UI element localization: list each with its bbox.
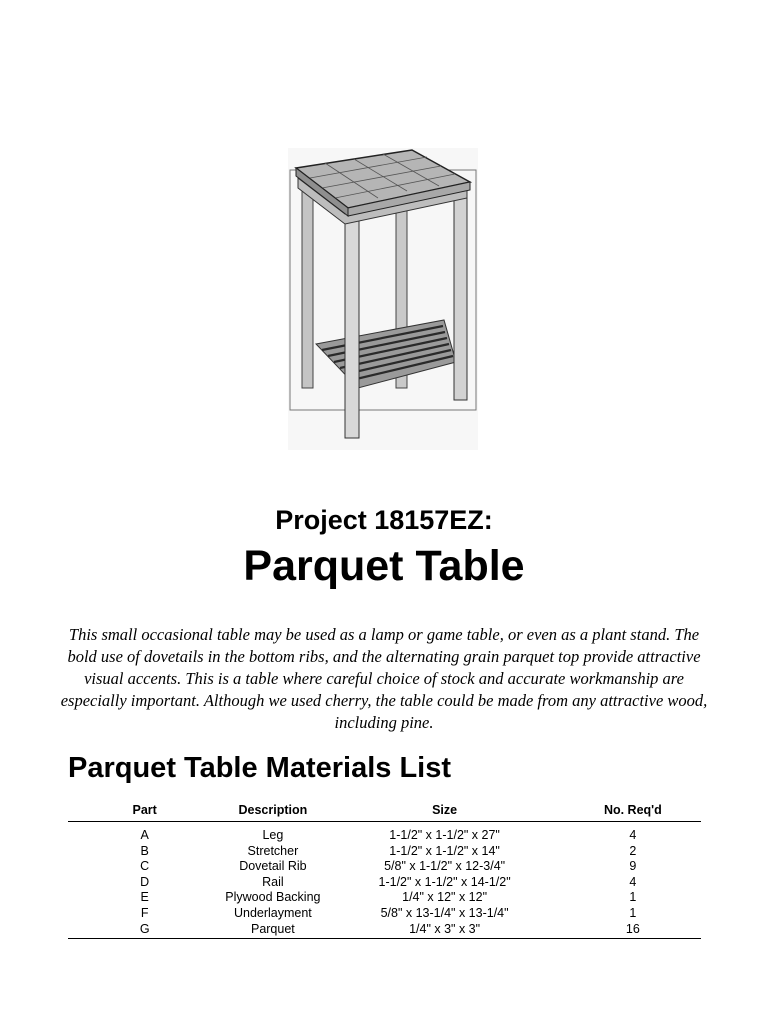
column-header-part: Part [68,800,221,822]
project-description: This small occasional table may be used as a lamp or game table, or even as a plant stand. The bold use of dovetails in the bottom ribs, and the alternating grain parquet top provide attractive visual accents. This is a table where careful choice of stock and accurate workmanship are especially important. Although we used cherry, the table could be made from any attractive wood, including pine. [60,625,708,732]
part-cell: B [140,843,149,858]
part-cell: A [140,828,149,842]
column-header-quantity: No. Req'd [565,800,701,822]
size-cell: 1-1/2" x 1-1/2" x 14-1/2" [378,874,511,889]
description-cell: Parquet [221,922,324,939]
size-cell: 1/4" x 3" x 3" [324,922,564,939]
size-cell: 1-1/2" x 1-1/2" x 14" [389,843,500,858]
table-header-row [68,800,701,822]
quantity-cell: 1 [629,905,637,920]
table-row [68,822,701,844]
quantity-cell: 16 [565,922,701,939]
description-cell: Rail [262,874,284,889]
part-cell: E [140,890,149,905]
size-cell: 5/8" x 13-1/4" x 13-1/4" [380,905,509,920]
quantity-cell: 1 [629,890,637,905]
table-row [68,906,701,922]
part-cell: G [68,922,221,939]
part-cell: C [140,859,150,874]
description-cell: Stretcher [247,843,299,858]
description-cell: Underlayment [233,905,312,920]
description-cell: Dovetail Rib [239,859,307,874]
size-cell: 1-1/2" x 1-1/2" x 27" [389,828,500,842]
table-row [68,859,701,875]
table-row [68,890,701,906]
project-number: Project 18157EZ: [275,505,493,535]
quantity-cell: 4 [629,874,637,889]
size-cell: 5/8" x 1-1/2" x 12-3/4" [384,859,506,874]
column-header-size: Size [324,800,564,822]
description-cell: Plywood Backing [225,890,321,905]
table-photo [288,148,478,450]
quantity-cell: 9 [629,859,637,874]
table-row [68,844,701,860]
description-cell: Leg [262,828,284,842]
part-cell: D [140,874,150,889]
table-row [68,922,701,939]
size-cell: 1/4" x 12" x 12" [402,890,488,905]
quantity-cell: 2 [629,843,637,858]
column-header-description: Description [221,800,324,822]
table-row [68,875,701,891]
materials-list-heading: Parquet Table Materials List [68,752,452,784]
page-title: Parquet Table [243,542,525,590]
materials-table [68,800,701,939]
part-cell: F [140,905,149,920]
quantity-cell: 4 [629,828,637,842]
parquet-table-illustration [288,148,478,450]
